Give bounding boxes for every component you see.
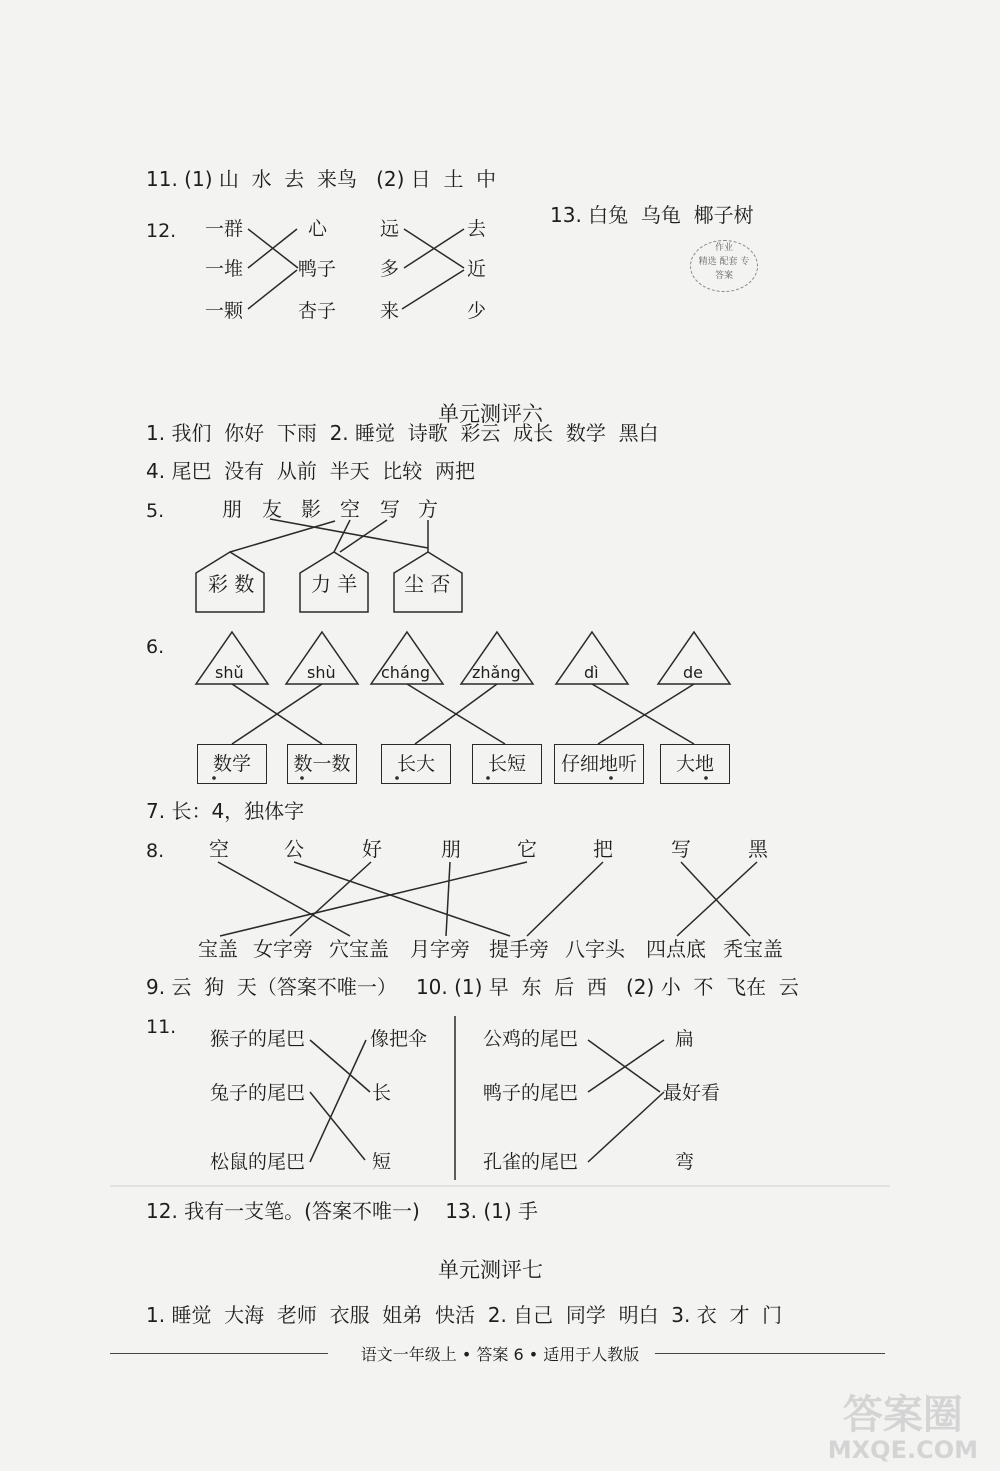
q8-bottom-3: 穴宝盖 [329, 937, 389, 961]
q8-top-1: 空 [209, 837, 229, 861]
q8-link-5 [220, 862, 527, 936]
q6-word-box-5: 仔细地听 [554, 744, 644, 784]
q8-link-3 [290, 862, 371, 936]
q12-link-4 [404, 229, 464, 268]
q6-word-box-2: 数一数 [287, 744, 357, 784]
q5-house-2-text: 力 羊 [311, 572, 358, 596]
q11-link-6 [588, 1092, 664, 1162]
q5-char-5: 写 [380, 497, 400, 521]
q6-pinyin-4: zhǎng [472, 663, 521, 682]
q12-right-1: 心 [308, 218, 328, 240]
q6-link-3 [407, 684, 505, 744]
q5-link-2 [270, 519, 428, 548]
q12-link-5 [404, 229, 464, 268]
q8-bottom-4: 月字旁 [410, 937, 470, 961]
q6-word-box-1: 数学 [197, 744, 267, 784]
watermark-logo: 答案圈 MXQE.COM [827, 1392, 978, 1464]
q8-top-2: 公 [284, 837, 304, 861]
q12-left-2: 一堆 [205, 258, 244, 280]
q11-link-5 [588, 1040, 664, 1092]
q11-link-4 [588, 1040, 660, 1092]
q8-bottom-1: 宝盖 [198, 937, 238, 961]
q5-link-1 [230, 521, 335, 552]
q6-label: 6. [146, 636, 165, 658]
q8-bottom-5: 提手旁 [489, 937, 549, 961]
unit6-q7: 7. 长：4，独体字 [146, 799, 305, 823]
q12b-right-1: 去 [467, 218, 487, 240]
q11-left-b-2: 鸭子的尾巴 [483, 1082, 579, 1104]
q8-bottom-2: 女字旁 [253, 937, 313, 961]
q11-right-a-1: 像把伞 [370, 1028, 428, 1050]
q5-house-1-text: 彩 数 [208, 572, 255, 596]
q13-unit5: 13. 白兔 乌龟 椰子树 [550, 203, 754, 227]
q6-pinyin-5: dì [584, 663, 599, 682]
q12b-left-2: 多 [380, 258, 400, 280]
q6-pinyin-1: shǔ [215, 663, 244, 682]
q6-word-box-4: 长短 [472, 744, 542, 784]
unit7-title: 单元测评七 [438, 1258, 543, 1282]
q11-label: 11. [146, 1016, 177, 1038]
unit7-q1: 1. 睡觉 大海 老师 衣服 姐弟 快活 2. 自己 同学 明白 3. 衣 才 门 [146, 1303, 783, 1327]
page-footer: 语文一年级上 • 答案 6 • 适用于人教版 [360, 1345, 640, 1364]
q8-bottom-7: 四点底 [646, 937, 706, 961]
q6-word-box-3: 长大 [381, 744, 451, 784]
q8-top-3: 好 [362, 837, 382, 861]
unit6-q9-q10: 9. 云 狗 天（答案不唯一） 10. (1) 早 东 后 西 (2) 小 不 飞在 云 [146, 975, 799, 999]
q8-link-6 [527, 862, 603, 936]
q11-left-a-2: 兔子的尾巴 [210, 1082, 306, 1104]
q5-char-6: 方 [418, 497, 438, 521]
q8-bottom-6: 八字头 [565, 937, 625, 961]
q12-link-6 [402, 270, 464, 309]
q8-top-5: 它 [517, 837, 537, 861]
q12-left-3: 一颗 [205, 300, 244, 322]
q11-left-a-1: 猴子的尾巴 [210, 1028, 306, 1050]
q11-link-2 [310, 1092, 365, 1160]
q6-pinyin-3: cháng [381, 663, 431, 682]
q6-link-6 [598, 684, 694, 744]
q12-left-1: 一群 [205, 218, 244, 240]
unit6-q4: 4. 尾巴 没有 从前 半天 比较 两把 [146, 459, 476, 483]
q5-char-1: 朋 [222, 497, 242, 521]
q11-right-a-2: 长 [372, 1082, 392, 1104]
q6-pinyin-6: de [683, 663, 703, 682]
q12b-right-3: 少 [467, 300, 487, 322]
q11-link-1 [310, 1040, 370, 1092]
q5-char-2: 友 [262, 497, 282, 521]
q11-left-b-3: 孔雀的尾巴 [483, 1151, 579, 1173]
q11-left-b-1: 公鸡的尾巴 [483, 1028, 579, 1050]
q8-label: 8. [146, 840, 165, 862]
q8-top-7: 写 [671, 837, 691, 861]
q8-link-1 [218, 862, 350, 936]
q5-link-4 [340, 520, 387, 552]
q5-link-3 [334, 520, 350, 552]
q8-link-4 [446, 862, 450, 936]
q11-right-b-3: 弯 [675, 1151, 695, 1173]
q8-link-7 [681, 862, 750, 936]
q12b-left-3: 来 [380, 300, 400, 322]
q8-bottom-8: 秃宝盖 [723, 937, 783, 961]
unit6-q12-q13: 12. 我有一支笔。(答案不唯一) 13. (1) 手 [146, 1199, 539, 1223]
q11-right-a-3: 短 [372, 1151, 392, 1173]
q11-unit5: 11. (1) 山 水 去 来鸟 (2) 日 土 中 [146, 167, 497, 191]
q8-link-2 [294, 862, 510, 936]
q6-link-4 [415, 684, 497, 744]
q6-word-box-6: 大地 [660, 744, 730, 784]
q11-right-b-1: 扁 [675, 1028, 695, 1050]
q5-char-3: 影 [301, 497, 321, 521]
q11-right-b-2: 最好看 [663, 1082, 721, 1104]
q8-top-4: 朋 [441, 837, 461, 861]
q12-right-2: 鸭子 [298, 258, 337, 280]
homework-stamp: 作业 精选 配套 专 答案 [690, 240, 758, 292]
q8-link-8 [677, 862, 757, 936]
q11-link-3 [310, 1040, 366, 1162]
q6-link-1 [232, 684, 322, 744]
unit6-title: 单元测评六 [438, 402, 543, 426]
q6-link-5 [592, 684, 694, 744]
unit6-q1: 1. 我们 你好 下雨 2. 睡觉 诗歌 彩云 成长 数学 黑白 [146, 421, 659, 445]
q11-left-a-3: 松鼠的尾巴 [210, 1151, 306, 1173]
q12-label: 12. [146, 220, 177, 242]
q5-label: 5. [146, 500, 165, 522]
q12-link-3 [248, 270, 297, 309]
q5-char-4: 空 [340, 497, 360, 521]
q12-link-2 [248, 229, 297, 268]
q8-top-8: 黑 [748, 837, 768, 861]
q12-right-3: 杏子 [298, 300, 337, 322]
q5-house-3-text: 尘 否 [404, 572, 451, 596]
q6-pinyin-2: shù [307, 663, 336, 682]
q6-link-2 [232, 684, 322, 744]
q12-link-1 [248, 229, 298, 268]
q8-top-6: 把 [593, 837, 613, 861]
q12b-left-1: 远 [380, 218, 400, 240]
q12b-right-2: 近 [467, 258, 487, 280]
